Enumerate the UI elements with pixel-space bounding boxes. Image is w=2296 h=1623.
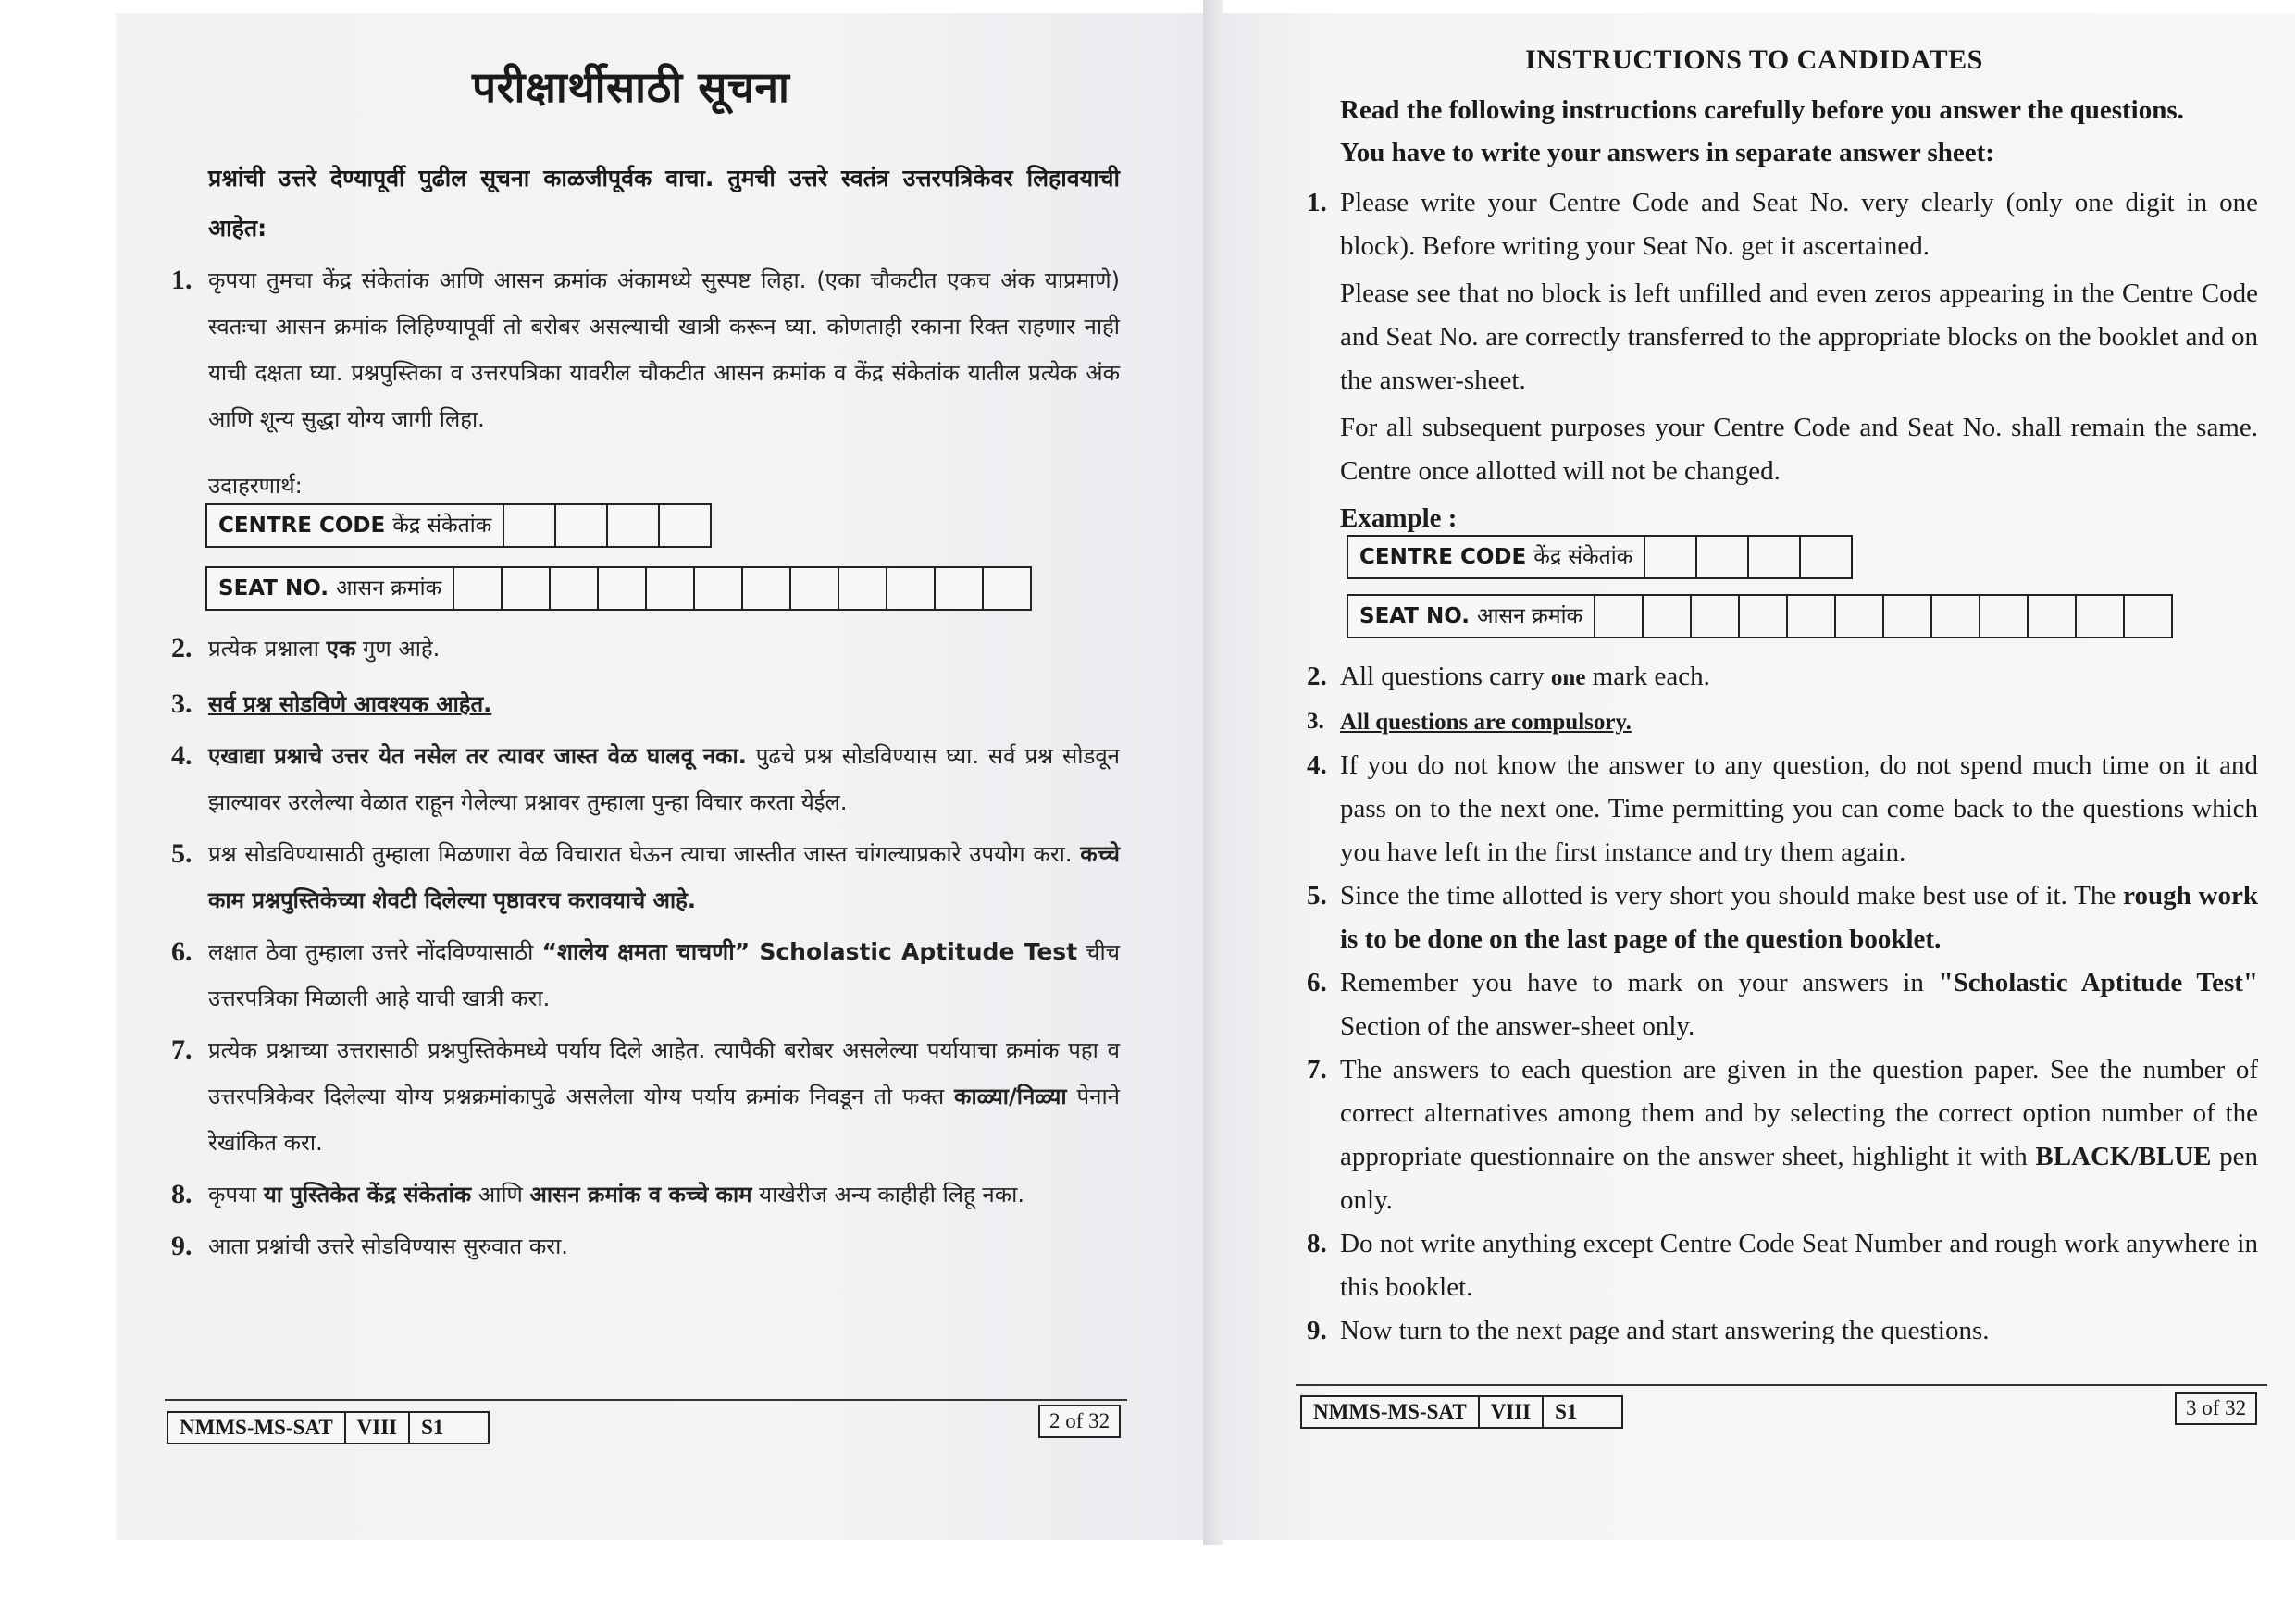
- example-label: Example :: [1340, 503, 1458, 533]
- footer-rule-right: [1296, 1384, 2267, 1386]
- item-number: 3.: [1307, 709, 1324, 734]
- list-item: [171, 1171, 1120, 1218]
- seat-no-box: [205, 566, 1032, 611]
- seat-cell: [1595, 596, 1644, 637]
- centre-code-label: [207, 505, 504, 546]
- seat-cell: [599, 568, 647, 609]
- item-number: 4.: [171, 740, 192, 771]
- footer-code-box-right: [1300, 1395, 1623, 1429]
- marathi-intro: प्रश्नांची उत्तरे देण्यापूर्वी पुढील सूचना काळजीपूर्वक वाचा. तुमची उत्तरे स्वतंत्र उत्तरपत्रिकेवर लिहावयाची आहेत:: [208, 165, 1120, 242]
- centre-code-box: [205, 503, 712, 548]
- seat-cell: [2125, 596, 2171, 637]
- item-text-bold: या पुस्तिकेत केंद्र संकेतांक: [263, 1182, 472, 1208]
- english-title: INSTRUCTIONS TO CANDIDATES: [1525, 44, 1983, 75]
- item-text-bold: कच्चे काम प्रश्नपुस्तिकेच्या शेवटी दिलेल्या पृष्ठावरच करावयाचे आहे.: [208, 841, 1120, 913]
- seat-cell: [1932, 596, 1980, 637]
- item-text: पुढचे प्रश्न सोडविण्यास घ्या. सर्व प्रश्न सोडवून झाल्यावर उरलेल्या वेळात राहून गेलेल्या प्रश्नावर तुम्हाला पुन्हा विचार करता येईल.: [208, 743, 1120, 815]
- seat-no-label: [1348, 596, 1595, 637]
- code-cell: [556, 505, 608, 546]
- list-item: [171, 681, 1120, 733]
- list-item: [171, 257, 1120, 442]
- footer-standard: VIII: [1480, 1397, 1544, 1427]
- seat-no-label: [207, 568, 454, 609]
- list-item: [171, 1223, 1120, 1270]
- item-text: Do not write anything except Centre Code Seat Number and rough work anywhere in this booklet.: [1340, 1229, 2258, 1302]
- item-text-bold: one: [1550, 665, 1586, 690]
- list-item: [171, 929, 1120, 1022]
- item-text: प्रश्न सोडविण्यासाठी तुम्हाला मिळणारा वेळ विचारात घेऊन त्याचा जास्तीत जास्त चांगल्याप्रकारे उपयोग करा.: [208, 841, 1081, 867]
- list-item: [1307, 655, 2258, 700]
- seat-cell: [647, 568, 695, 609]
- item-text: If you do not know the answer to any question, do not spend much time on it and pass on to the next one. Time permitting you can come back to the questions which you have left in the first instance and try them again.: [1340, 750, 2258, 867]
- footer-set: S1: [1555, 1400, 1578, 1423]
- item-text: mark each.: [1585, 662, 1710, 691]
- list-item: [1307, 961, 2258, 1048]
- item-text: चीच उत्तरपत्रिका मिळाली आहे याची खात्री करा.: [208, 939, 1120, 1011]
- item-text: Please see that no block is left unfilled and even zeros appearing in the Centre Code and Seat No. are correctly transferred to the appropriate blocks on the booklet and on the answer-sheet.: [1340, 279, 2258, 395]
- seat-cell: [887, 568, 936, 609]
- list-item: [1307, 1309, 2258, 1353]
- seat-no-en: SEAT NO.: [218, 576, 329, 601]
- seat-cell: [1836, 596, 1884, 637]
- centre-code-label: [1348, 537, 1645, 577]
- seat-cell: [936, 568, 984, 609]
- item-text: Remember you have to mark on your answers in: [1340, 968, 1939, 997]
- seat-no-mr: आसन क्रमांक: [1477, 604, 1583, 628]
- centre-code-mr: केंद्र संकेतांक: [1533, 545, 1633, 569]
- item-text-bold: एक: [326, 636, 356, 662]
- seat-cell: [2077, 596, 2125, 637]
- item-text: pen only.: [1340, 1142, 2258, 1215]
- intro-line-2: You have to write your answers in separate answer sheet:: [1340, 138, 1994, 167]
- seat-cell: [1692, 596, 1740, 637]
- item-text-bold: एखाद्या प्रश्नाचे उत्तर येत नसेल तर त्यावर जास्त वेळ घालवू नका.: [208, 743, 747, 769]
- list-item: [1307, 874, 2258, 961]
- item-text: पेनाने रेखांकित करा.: [208, 1084, 1120, 1156]
- code-cell: [608, 505, 660, 546]
- page-number-left: 2 of 32: [1038, 1405, 1121, 1438]
- list-item: [171, 831, 1120, 923]
- list-item: [171, 1027, 1120, 1166]
- item-text-bold: "Scholastic Aptitude Test": [1938, 968, 2258, 997]
- seat-no-box-en: [1347, 594, 2173, 638]
- booklet-gutter: [1203, 0, 1223, 1545]
- list-item: [171, 733, 1120, 825]
- seat-cell: [839, 568, 887, 609]
- centre-code-en: CENTRE CODE: [218, 514, 386, 538]
- seat-cell: [743, 568, 791, 609]
- item-text: All questions carry: [1340, 662, 1551, 691]
- marathi-example-label: उदाहरणार्थ:: [208, 473, 303, 499]
- seat-cell: [454, 568, 503, 609]
- item-text: Since the time allotted is very short you should make best use of it. The: [1340, 881, 2124, 911]
- item-text: प्रत्येक प्रश्नाच्या उत्तरासाठी प्रश्नपुस्तिकेमध्ये पर्याय दिले आहेत. त्यापैकी बरोबर असलेल्या पर्यायाचा क्रमांक पहा व उत्तरपत्रिकेवर दिलेल्या योग्य प्रश्नक्रमांकापुढे असलेला योग्य पर्याय क्रमांक निवडून तो फक्त: [208, 1037, 1120, 1109]
- item-number: 6.: [1307, 968, 1327, 997]
- list-item: [171, 626, 1120, 681]
- item-number: 2.: [1307, 662, 1327, 691]
- item-text: लक्षात ठेवा तुम्हाला उत्तरे नोंदविण्यासाठी: [208, 939, 542, 965]
- item-text-bold: “शालेय क्षमता चाचणी” Scholastic Aptitude Test: [541, 938, 1078, 965]
- code-cell: [504, 505, 556, 546]
- item-text: प्रत्येक प्रश्नाला: [208, 636, 327, 662]
- seat-cell: [2029, 596, 2077, 637]
- list-item: [1307, 700, 2258, 744]
- footer-rule-left: [165, 1399, 1127, 1401]
- seat-cell: [1980, 596, 2029, 637]
- marathi-title: परीक्षार्थीसाठी सूचना: [472, 62, 790, 112]
- item-text: Now turn to the next page and start answering the questions.: [1340, 1316, 1990, 1345]
- item-number: 4.: [1307, 750, 1327, 780]
- item-number: 3.: [171, 688, 192, 719]
- code-cell: [1697, 537, 1749, 577]
- list-item: [1307, 1048, 2258, 1222]
- item-number: 7.: [1307, 1055, 1327, 1084]
- item-text-bold: आसन क्रमांक व कच्चे काम: [529, 1182, 752, 1208]
- item-text: कृपया तुमचा केंद्र संकेतांक आणि आसन क्रमांक अंकामध्ये सुस्पष्ट लिहा. (एका चौकटीत एकच अंक याप्रमाणे) स्वतःचा आसन क्रमांक लिहिण्यापूर्वी तो बरोबर असल्याची खात्री करून घ्या. कोणताही रकाना रिक्त राहणार नाही याची दक्षता घ्या. प्रश्नपुस्तिका व उत्तरपत्रिका यावरील चौकटीत आसन क्रमांक व केंद्र संकेतांक यातील प्रत्येक अंक आणि शून्य सुद्धा योग्य जागी लिहा.: [208, 267, 1120, 432]
- marathi-instruction-list-2: [171, 626, 1120, 1270]
- seat-cell: [503, 568, 551, 609]
- item-text: Section of the answer-sheet only.: [1340, 1011, 1695, 1041]
- seat-cell: [791, 568, 839, 609]
- item-text-bold: सर्व प्रश्न सोडविणे आवश्यक आहेत.: [208, 691, 492, 717]
- seat-cell: [1644, 596, 1692, 637]
- item-text: याखेरीज अन्य काहीही लिहू नका.: [751, 1182, 1025, 1208]
- seat-cell: [695, 568, 743, 609]
- item-text: आता प्रश्नांची उत्तरे सोडविण्यास सुरुवात करा.: [208, 1233, 568, 1259]
- seat-cell: [1884, 596, 1932, 637]
- footer-exam: NMMS-MS-SAT: [168, 1413, 346, 1443]
- item-text: For all subsequent purposes your Centre Code and Seat No. shall remain the same. Centre once allotted will not be changed.: [1340, 413, 2258, 486]
- english-intro: [1340, 89, 2256, 174]
- centre-code-en: CENTRE CODE: [1359, 545, 1527, 569]
- footer-set: S1: [421, 1416, 444, 1439]
- code-cell: [1801, 537, 1851, 577]
- item-text-bold: All questions are compulsory.: [1340, 710, 1632, 735]
- list-item: [1307, 744, 2258, 874]
- item-number: 1.: [171, 265, 192, 295]
- item-text: गुण आहे.: [355, 636, 441, 662]
- item-number: 9.: [171, 1231, 192, 1261]
- item-text-bold: काळ्या/निळ्या: [954, 1084, 1067, 1109]
- footer-standard: VIII: [346, 1413, 410, 1443]
- item-text: आणि: [471, 1182, 530, 1208]
- code-cell: [1749, 537, 1801, 577]
- seat-cell: [1788, 596, 1836, 637]
- item-text-bold: BLACK/BLUE: [2035, 1142, 2212, 1171]
- item-number: 5.: [171, 838, 192, 869]
- item-number: 6.: [171, 936, 192, 967]
- item-number: 1.: [1307, 188, 1327, 217]
- item-text: The answers to each question are given in the question paper. See the number of correct alternatives among them and by selecting the correct option number of the appropriate questionnaire on the answer sheet, highlight it with: [1340, 1055, 2258, 1171]
- code-cell: [660, 505, 710, 546]
- footer-code-box-left: [167, 1411, 490, 1444]
- item-number: 5.: [1307, 881, 1327, 911]
- seat-no-mr: आसन क्रमांक: [336, 576, 442, 601]
- page-number-right: 3 of 32: [2175, 1392, 2257, 1425]
- item-number: 2.: [171, 633, 192, 663]
- intro-line-1: Read the following instructions carefully before you answer the questions.: [1340, 95, 2184, 125]
- item-number: 9.: [1307, 1316, 1327, 1345]
- seat-no-en: SEAT NO.: [1359, 604, 1471, 628]
- english-item-1: [1307, 181, 2258, 540]
- item-number: 8.: [171, 1179, 192, 1209]
- seat-cell: [984, 568, 1030, 609]
- footer-exam: NMMS-MS-SAT: [1302, 1397, 1480, 1427]
- marathi-instruction-list: [171, 257, 1120, 442]
- item-number: 7.: [171, 1035, 192, 1065]
- centre-code-box-en: [1347, 535, 1853, 579]
- list-item: [1307, 1222, 2258, 1309]
- item-number: 8.: [1307, 1229, 1327, 1258]
- seat-cell: [1740, 596, 1788, 637]
- item-text-bold: rough work is to be done on the last page of the question booklet.: [1340, 881, 2258, 954]
- code-cell: [1645, 537, 1697, 577]
- centre-code-mr: केंद्र संकेतांक: [392, 514, 492, 538]
- item-text: कृपया: [208, 1182, 264, 1208]
- item-text: Please write your Centre Code and Seat No. very clearly (only one digit in one block). Before writing your Seat No. get it ascertained.: [1340, 188, 2258, 261]
- english-instruction-list: [1307, 655, 2258, 1353]
- seat-cell: [551, 568, 599, 609]
